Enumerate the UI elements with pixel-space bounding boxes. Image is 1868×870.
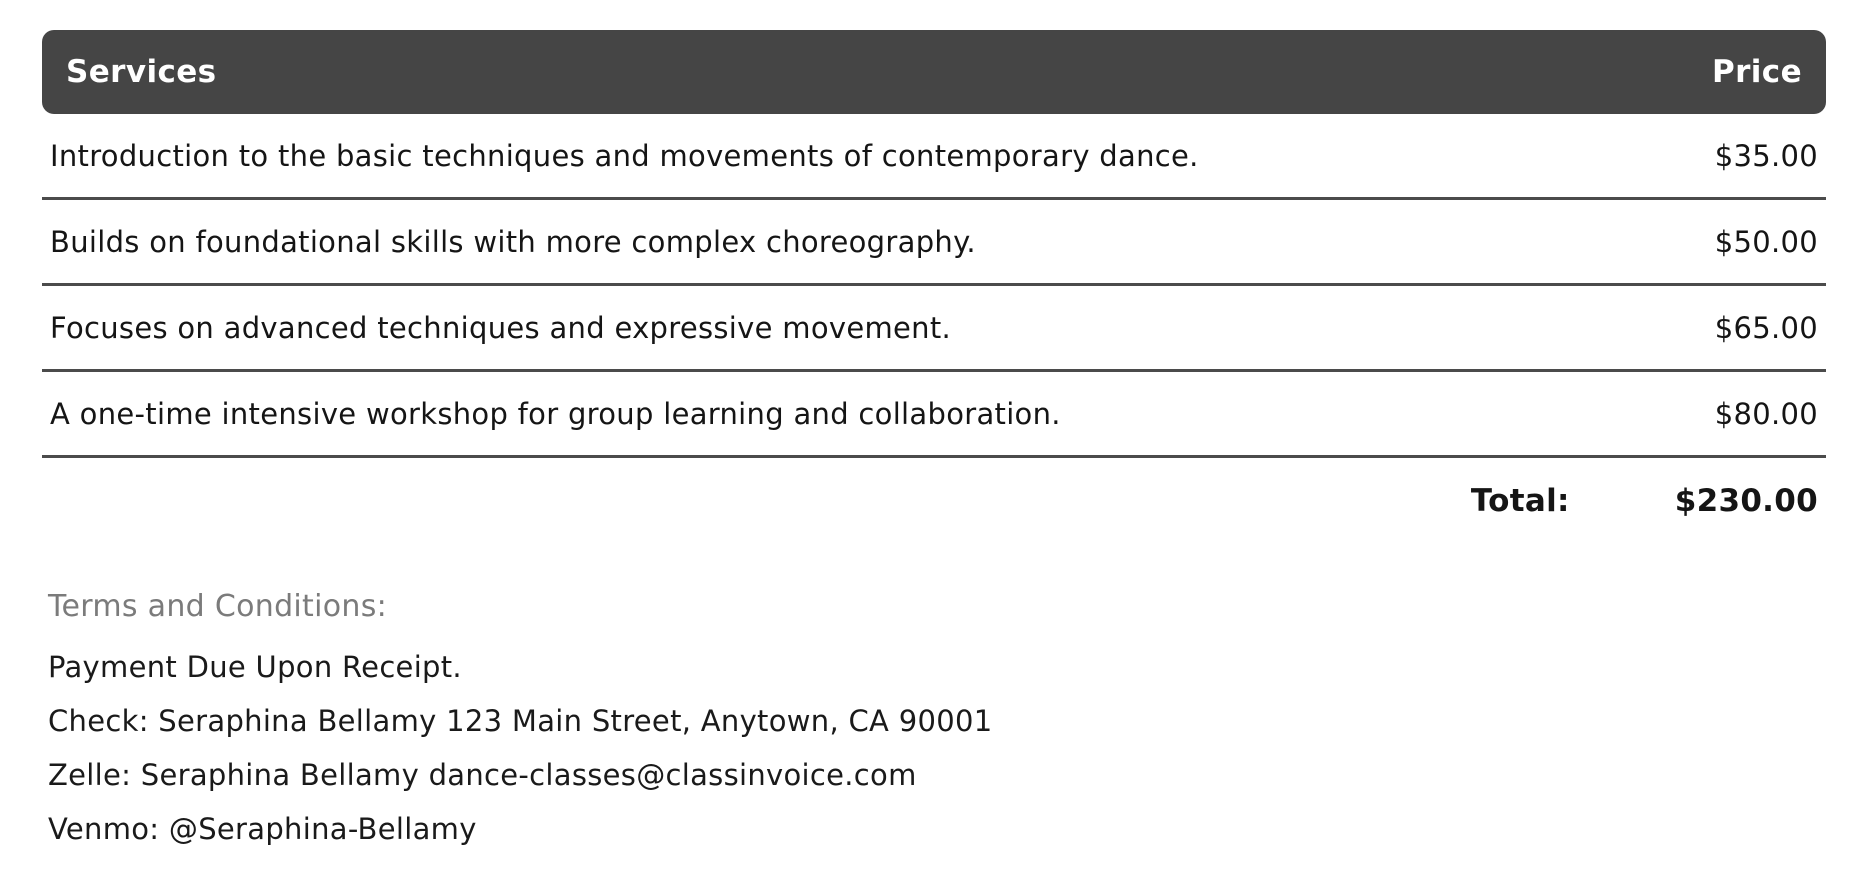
total-row <box>42 458 1826 544</box>
total-label: Total: <box>1470 483 1570 519</box>
service-description: Introduction to the basic techniques and movements of contemporary dance. <box>50 138 1199 173</box>
services-column-header: Services <box>66 54 217 90</box>
terms-section <box>42 589 1826 856</box>
terms-line-zelle: Zelle: Seraphina Bellamy dance-classes@classinvoice.com <box>48 758 917 792</box>
terms-line-venmo: Venmo: @Seraphina-Bellamy <box>48 812 477 846</box>
service-price: $35.00 <box>1714 138 1818 173</box>
service-row <box>42 114 1826 200</box>
service-price: $80.00 <box>1714 396 1818 431</box>
services-price-table <box>42 30 1826 544</box>
service-description: Focuses on advanced techniques and expressive movement. <box>50 310 952 345</box>
service-description: A one-time intensive workshop for group learning and collaboration. <box>50 396 1061 431</box>
table-header-bar <box>42 30 1826 114</box>
terms-line-payment-due: Payment Due Upon Receipt. <box>48 650 462 684</box>
price-column-header: Price <box>1711 54 1802 90</box>
service-description: Builds on foundational skills with more complex choreography. <box>50 224 976 259</box>
service-row <box>42 200 1826 286</box>
service-row <box>42 372 1826 458</box>
service-row <box>42 286 1826 372</box>
service-price: $65.00 <box>1714 310 1818 345</box>
service-price: $50.00 <box>1714 224 1818 259</box>
terms-line-check: Check: Seraphina Bellamy 123 Main Street, Anytown, CA 90001 <box>48 704 993 738</box>
terms-heading: Terms and Conditions: <box>48 589 388 624</box>
total-value: $230.00 <box>1674 483 1818 519</box>
